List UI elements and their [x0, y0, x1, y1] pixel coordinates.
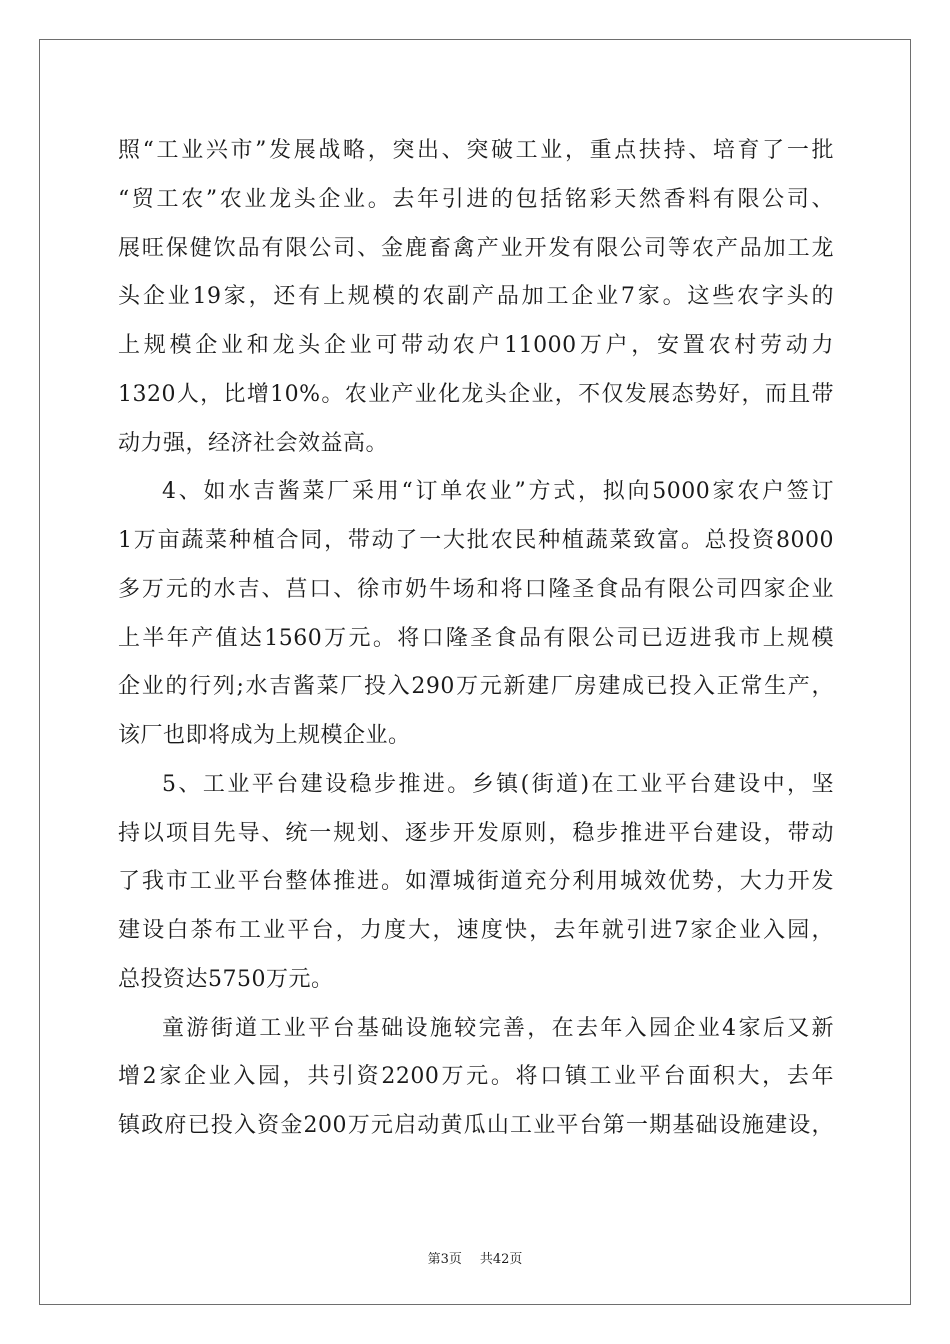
- page-number: 第3页: [427, 1252, 462, 1267]
- text-line: 上半年产值达1560万元。将口隆圣食品有限公司已迈进我市上规模: [118, 625, 834, 651]
- text-line: 多万元的水吉、莒口、徐市奶牛场和将口隆圣食品有限公司四家企业: [118, 576, 834, 602]
- text-line: 持以项目先导、统一规划、逐步开发原则，稳步推进平台建设，带动: [118, 820, 834, 846]
- text-line: 增2家企业入园，共引资2200万元。将口镇工业平台面积大，去年: [118, 1064, 834, 1090]
- text-line: “贸工农”农业龙头企业。去年引进的包括铭彩天然香料有限公司、: [118, 186, 834, 212]
- text-line: 该厂也即将成为上规模企业。: [118, 723, 411, 748]
- text-line: 1万亩蔬菜种植合同，带动了一大批农民种植蔬菜致富。总投资8000: [118, 528, 834, 553]
- text-line: 企业的行列;水吉酱菜厂投入290万元新建厂房建成已投入正常生产，: [118, 674, 834, 700]
- text-line: 镇政府已投入资金200万元启动黄瓜山工业平台第一期基础设施建设，: [118, 1113, 834, 1138]
- text-line: 4、如水吉酱菜厂采用“订单农业”方式，拟向5000家农户签订: [162, 479, 834, 505]
- text-line: 头企业19家，还有上规模的农副产品加工企业7家。这些农字头的: [118, 284, 834, 310]
- page-footer: [0, 1248, 950, 1267]
- text-line: 动力强，经济社会效益高。: [118, 430, 389, 456]
- text-line: 童游街道工业平台基础设施较完善，在去年入园企业4家后又新: [162, 1015, 834, 1041]
- page-total: 共42页: [479, 1252, 523, 1267]
- text-line: 1320人，比增10%。农业产业化龙头企业，不仅发展态势好，而且带: [118, 381, 834, 407]
- text-line: 上规模企业和龙头企业可带动农户11000万户，安置农村劳动力: [118, 333, 834, 358]
- text-line: 展旺保健饮品有限公司、金鹿畜禽产业开发有限公司等农产品加工龙: [118, 235, 834, 261]
- text-line: 照“工业兴市”发展战略，突出、突破工业，重点扶持、培育了一批: [118, 138, 834, 163]
- document-body: [118, 127, 834, 1151]
- text-line: 了我市工业平台整体推进。如潭城街道充分利用城效优势，大力开发: [118, 869, 834, 895]
- text-line: 5、工业平台建设稳步推进。乡镇(街道)在工业平台建设中，坚: [162, 771, 834, 797]
- text-line: 总投资达5750万元。: [118, 966, 334, 992]
- text-line: 建设白茶布工业平台，力度大，速度快，去年就引进7家企业入园，: [118, 918, 834, 943]
